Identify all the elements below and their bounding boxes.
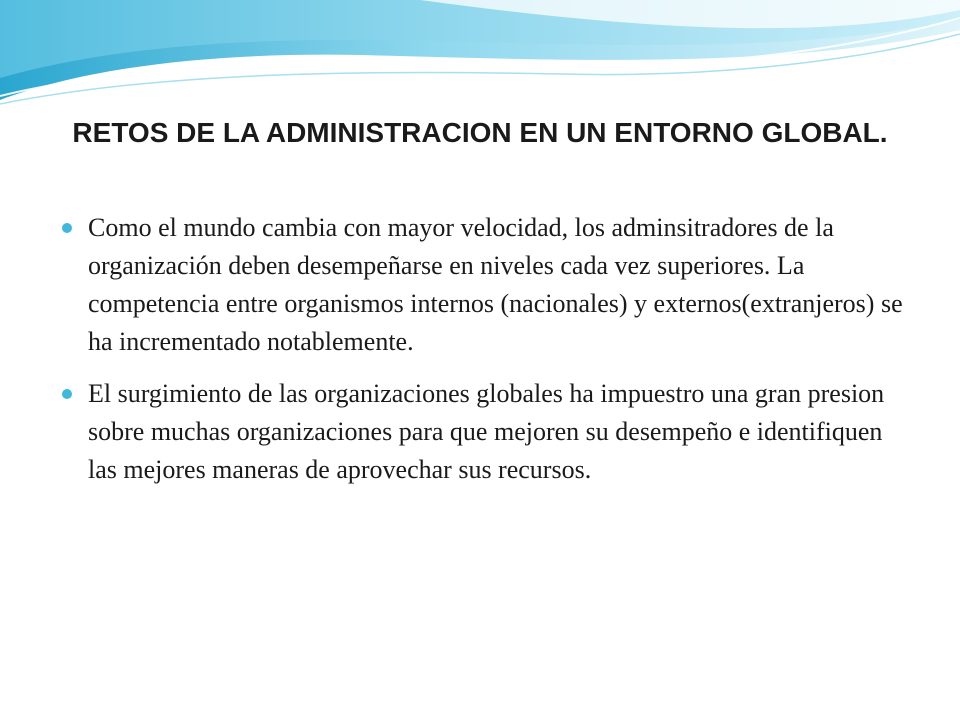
bullet-dot-icon (62, 389, 72, 399)
bullet-item (60, 209, 910, 361)
bullet-text: Como el mundo cambia con mayor velocidad, los adminsitradores de la organización deben desempeñarse en niveles cada vez superiores. La competencia entre organismos internos (nacionales) y externos(extranjeros) se ha incrementado notablemente. (88, 213, 903, 356)
bullet-dot-icon (62, 223, 72, 233)
bullet-item (60, 375, 910, 489)
header-wave-decoration (0, 0, 960, 110)
slide-title: RETOS DE LA ADMINISTRACION EN UN ENTORNO GLOBAL. (72, 117, 888, 148)
bullet-list (60, 209, 910, 503)
bullet-text: El surgimiento de las organizaciones globales ha impuestro una gran presion sobre muchas organizaciones para que mejoren su desempeño e identifiquen las mejores maneras de aprovechar sus recursos. (88, 379, 885, 484)
